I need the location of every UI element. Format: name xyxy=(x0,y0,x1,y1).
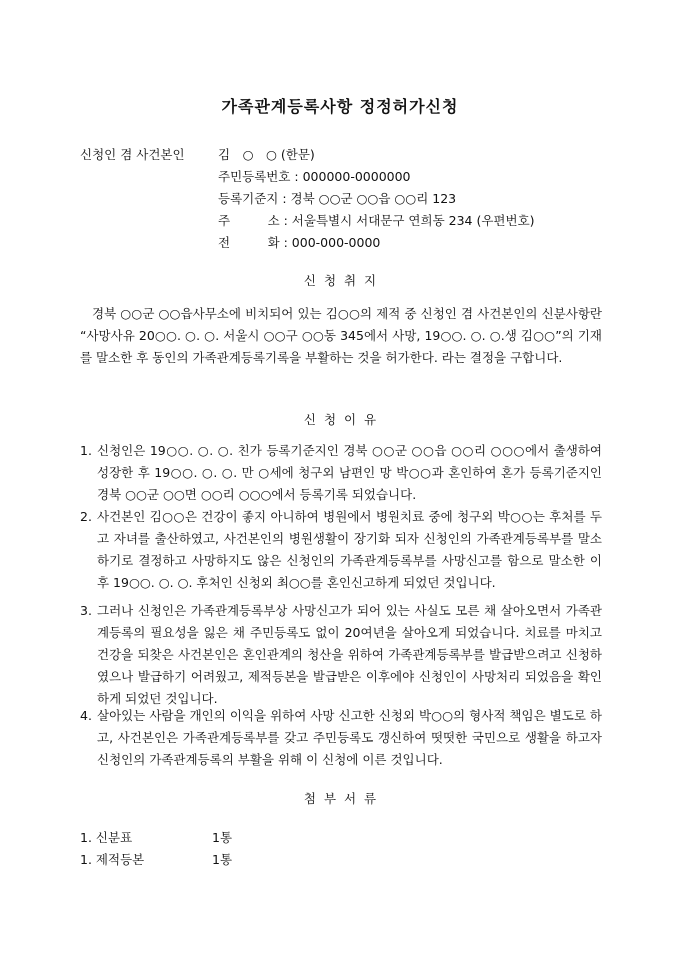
attachment-number: 1. xyxy=(80,852,92,867)
applicant-name: 김 ○ ○ (한문) xyxy=(218,147,315,162)
attachment-number: 1. xyxy=(80,830,92,845)
attachment-quantity: 1통 xyxy=(212,830,233,845)
reason-text: 그러나 신청인은 가족관계등록부상 사망신고가 되어 있는 사실도 모른 채 살아오면서 가족관계등록의 필요성을 잃은 채 주민등록도 없이 20여년을 살아오게 되었습니다. 치료를 마치고 건강을 되찾은 사건본인은 혼인관계의 청산을 위하여 가족관계등록부를 발급받으려고 신청하였으나 발급하기 어려웠고, 제적등본을 발급받은 이후에야 신청인이 사망처리 되었음을 확인하게 되었던 것입니다. xyxy=(97,603,602,706)
reason-text: 사건본인 김○○은 건강이 좋지 아니하여 병원에서 병원치료 중에 청구외 박○○는 후처를 두고 자녀를 출산하였고, 사건본인의 병원생활이 장기화 되자 신청인의 가족관계등록부를 말소하기로 결정하고 사망하지도 않은 신청인의 가족관계등록부를 사망신고를 함으로 말소한 이후 19○○. ○. ○. 후처인 신청외 최○○를 혼인신고하게 되었던 것입니다. xyxy=(97,509,602,590)
attachment-name: 제적등본 xyxy=(95,852,145,867)
reason-item-3 xyxy=(80,600,602,710)
attachment-item-2 xyxy=(80,850,233,868)
reason-number: 1. xyxy=(80,443,92,458)
attachments-heading: 첨 부 서 류 xyxy=(303,791,377,806)
attachment-item-1 xyxy=(80,828,233,846)
reason-item-2 xyxy=(80,506,602,594)
purpose-heading: 신 청 취 지 xyxy=(303,273,377,288)
attachment-quantity: 1통 xyxy=(212,852,233,867)
reason-text: 신청인은 19○○. ○. ○. 친가 등록기준지인 경북 ○○군 ○○읍 ○○리 ○○○에서 출생하여 성장한 후 19○○. ○. ○. 만 ○세에 청구외 남편인 망 박○○과 혼인하여 혼가 등록기준지인 경북 ○○군 ○○면 ○○리 ○○○에서 등록기록 되었습니다. xyxy=(97,443,602,502)
phone: 전 화 : 000-000-0000 xyxy=(218,235,381,250)
attachment-name: 신분표 xyxy=(95,830,133,845)
document-title: 가족관계등록사항 정정허가신청 xyxy=(221,97,459,116)
reason-number: 3. xyxy=(80,603,92,618)
reason-text: 살아있는 사람을 개인의 이익을 위하여 사망 신고한 신청외 박○○의 형사적 책임은 별도로 하고, 사건본인은 가족관계등록부를 갖고 주민등록도 갱신하여 떳떳한 국민으로 생활을 하고자 신청인의 가족관계등록의 부활을 위해 이 신청에 이른 것입니다. xyxy=(97,708,602,767)
reason-number: 4. xyxy=(80,708,92,723)
reasons-heading: 신 청 이 유 xyxy=(303,412,377,427)
address: 주 소 : 서울특별시 서대문구 연희동 234 (우편번호) xyxy=(218,213,535,228)
reason-item-4 xyxy=(80,705,602,771)
reason-item-1 xyxy=(80,440,602,506)
reason-number: 2. xyxy=(80,509,92,524)
resident-number: 주민등록번호 : 000000-0000000 xyxy=(218,169,411,184)
applicant-label: 신청인 겸 사건본인 xyxy=(80,147,185,162)
registry-base: 등록기준지 : 경북 ○○군 ○○읍 ○○리 123 xyxy=(218,191,457,206)
purpose-text: 경북 ○○군 ○○읍사무소에 비치되어 있는 김○○의 제적 중 신청인 겸 사건본인의 신분사항란 “사망사유 20○○. ○. ○. 서울시 ○○구 ○○동 345에서 사망, 19○○. ○. ○.생 김○○”의 기재를 말소한 후 동인의 가족관계등록기록을 부활하는 것을 허가한다. 라는 결정을 구합니다. xyxy=(80,306,602,365)
